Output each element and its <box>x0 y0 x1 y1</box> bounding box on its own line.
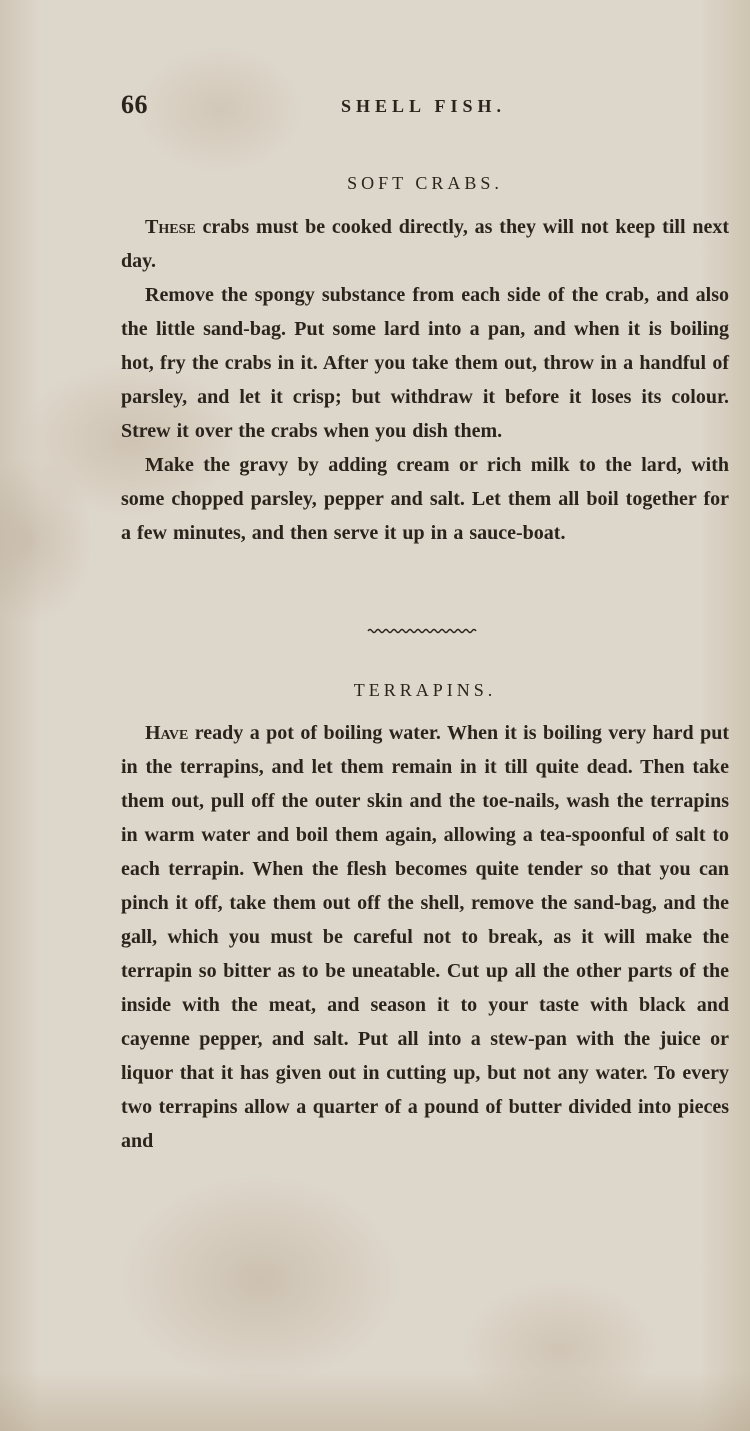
section-heading-terrapins: TERRAPINS. <box>353 680 497 700</box>
running-title: SHELL FISH. <box>341 96 507 116</box>
paragraph <box>121 448 729 550</box>
paragraph-text: Remove the spongy substance from each side of the crab, and also the little sand-bag. Put some lard into a pan, and when it is boiling hot, fry the crabs in it. After you take them out, throw in a handful of parsley, and let it crisp; but withdraw it before it loses its colour. Strew it over the crabs when you dish them. <box>121 284 729 442</box>
page-number: 66 <box>121 90 148 119</box>
paragraph-lead-word: These <box>145 216 196 238</box>
paragraph <box>121 716 729 1158</box>
paragraph-text: Make the gravy by adding cream or rich milk to the lard, with some chopped parsley, pepper and salt. Let them all boil together for a few minutes, and then serve it up in a sauce-boat. <box>121 454 729 544</box>
soft-crabs-body <box>121 210 729 550</box>
running-head <box>121 90 729 122</box>
paragraph-text: crabs must be cooked directly, as they will not keep till next day. <box>121 216 729 272</box>
section-heading-soft-crabs: SOFT CRABS. <box>347 173 503 193</box>
terrapins-body <box>121 716 729 1158</box>
paragraph-lead-word: Have <box>145 722 189 744</box>
paragraph <box>121 278 729 448</box>
paragraph <box>121 210 729 278</box>
section-divider-ornament <box>366 626 480 636</box>
paragraph-text: ready a pot of boiling water. When it is boiling very hard put in the terrapins, and let them remain in it till quite dead. Then take them out, pull off the outer skin and the toe-nails, wash the terrapins in warm water and boil them again, allowing a tea-spoonful of salt to each terrapin. When the flesh becomes quite tender so that you can pinch it off, take them out off the shell, remove the sand-bag, and the gall, which you must be careful not to break, as it will make the terrapin so bitter as to be uneatable. Cut up all the other parts of the inside with the meat, and season it to your taste with black and cayenne pepper, and salt. Put all into a stew-pan with the juice or liquor that it has given out in cutting up, but not any water. To every two terrapins allow a quarter of a pound of butter divided into pieces and <box>121 722 729 1152</box>
